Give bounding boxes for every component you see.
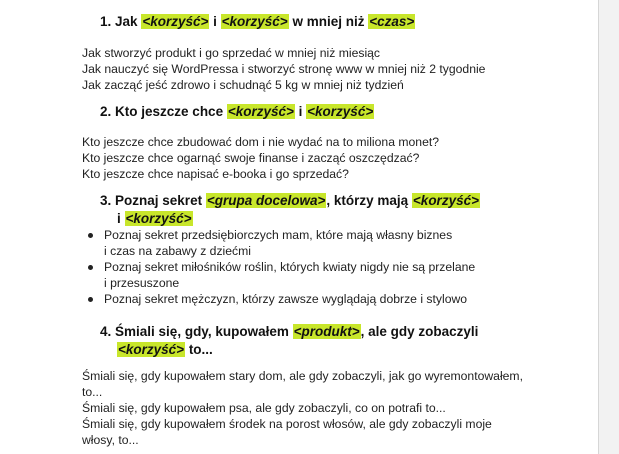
heading-text: Poznaj sekret [115,193,206,208]
heading-text: Śmiali się, gdy, kupowałem [115,324,293,339]
heading-text: i [294,104,307,119]
placeholder-highlight: <grupa docelowa> [206,193,326,208]
section-3-heading-continued [117,209,193,229]
section-2-number: 2. [100,104,112,119]
placeholder-highlight: <produkt> [293,324,360,339]
placeholder-highlight: <czas> [369,14,415,29]
bullet-item-continued: i czas na zabawy z dziećmi [104,244,251,258]
placeholder-highlight: <korzyść> [221,14,288,29]
heading-text: i [117,211,125,226]
example-line: Kto jeszcze chce napisać e-booka i go sprzedać? [82,167,349,181]
placeholder-highlight: <korzyść> [118,342,185,357]
example-line: włosy, to... [82,433,139,447]
bullet-item: Poznaj sekret miłośników roślin, których kwiaty nigdy nie są przelane [104,260,476,274]
example-line: Śmiali się, gdy kupowałem środek na porost włosów, ale gdy zobaczyli moje [82,417,492,431]
section-3-number: 3. [100,193,112,208]
section-4-number: 4. [100,324,112,339]
bullet-item-continued: i przesuszone [104,276,180,290]
section-1-number: 1. [100,14,112,29]
section-4-heading-continued [117,340,213,360]
placeholder-highlight: <korzyść> [125,211,192,226]
example-line: Śmiali się, gdy kupowałem psa, ale gdy zobaczyli, co on potrafi to... [82,401,446,415]
bullet-dot [88,233,93,238]
bullet-dot [88,265,93,270]
example-line: to... [82,385,103,399]
example-line: Jak stworzyć produkt i go sprzedać w mniej niż miesiąc [82,46,381,60]
placeholder-highlight: <korzyść> [227,104,294,119]
example-line: Kto jeszcze chce ogarnąć swoje finanse i zacząć oszczędzać? [82,151,420,165]
heading-text: Kto jeszcze chce [115,104,227,119]
section-3-heading [100,191,480,211]
placeholder-highlight: <korzyść> [142,14,209,29]
example-line: Kto jeszcze chce zbudować dom i nie wydać na to miliona monet? [82,135,440,149]
bullet-dot [88,297,93,302]
placeholder-highlight: <korzyść> [412,193,479,208]
bullet-item: Poznaj sekret przedsiębiorczych mam, które mają własny biznes [104,228,453,242]
section-1-heading [100,12,415,32]
placeholder-highlight: <korzyść> [307,104,374,119]
heading-text: to... [185,342,213,357]
heading-text: , ale gdy zobaczyli [360,324,479,339]
example-line: Śmiali się, gdy kupowałem stary dom, ale gdy zobaczyli, jak go wyremontowałem, [82,369,523,383]
heading-text: i [209,14,221,29]
heading-text: w mniej niż [288,14,369,29]
heading-text: Jak [115,14,142,29]
bullet-item: Poznaj sekret mężczyzn, którzy zawsze wyglądają dobrze i stylowo [104,292,468,306]
example-line: Jak zacząć jeść zdrowo i schudnąć 5 kg w mniej niż tydzień [82,78,404,92]
example-line: Jak nauczyć się WordPressa i stworzyć stronę www w mniej niż 2 tygodnie [82,62,486,76]
section-2-heading [100,102,374,122]
section-4-heading [100,322,478,342]
heading-text: , którzy mają [326,193,412,208]
